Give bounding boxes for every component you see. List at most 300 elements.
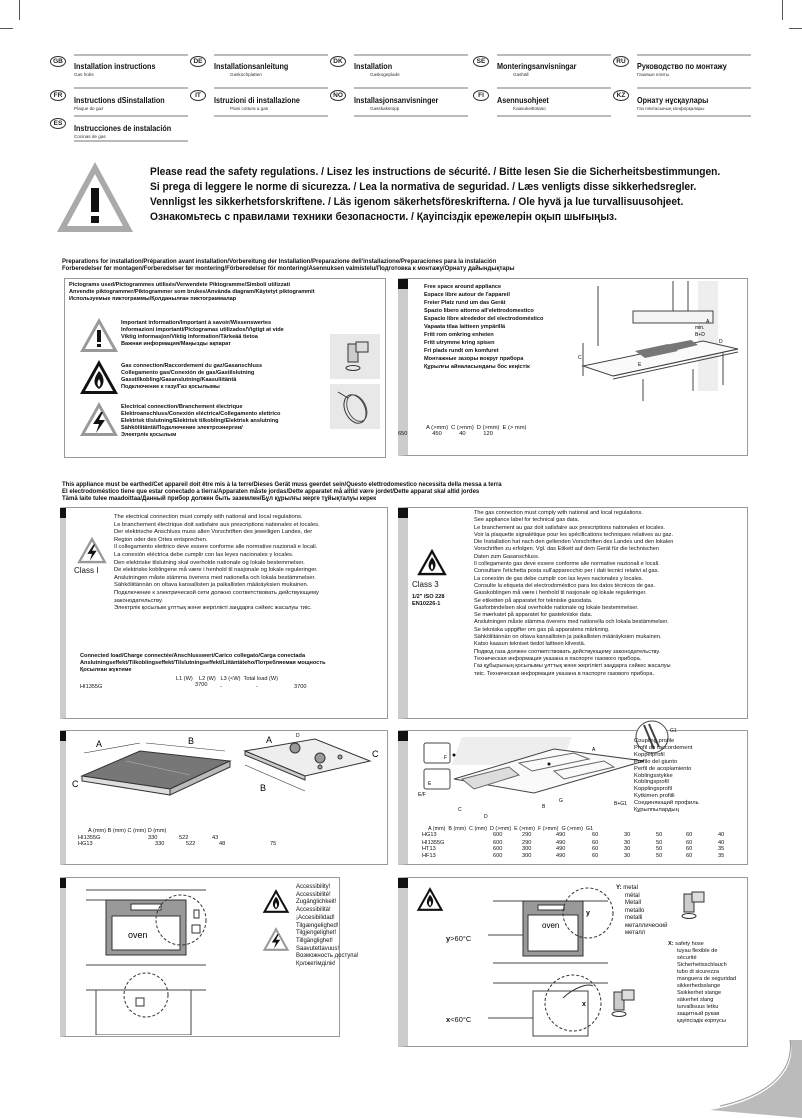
safety-line: Ознакомьтесь с правилами техники безопасности. / Қауіпсіздік ережелерін оқып шығыңыз. [150, 211, 617, 223]
svg-text:A: A [592, 747, 596, 753]
cell-value: 490 [556, 832, 566, 838]
cell-value: 120 [483, 431, 493, 437]
text-line: Соединяющий профиль [634, 800, 699, 807]
cell-value: 40 [718, 832, 725, 838]
cable-image [330, 384, 380, 429]
hose-fitting-icon [608, 986, 638, 1020]
text-line: Metall [625, 900, 642, 906]
column-header: L3 (<W) [220, 676, 241, 682]
cell-value: 35 [718, 846, 725, 852]
lang-badge: DE [190, 56, 206, 67]
cell-value: 60 [592, 852, 599, 859]
text-line: The gas connection must comply with national and local regulations. [474, 510, 643, 516]
lang-ru[interactable] [613, 58, 743, 86]
column-header: A (mm) [428, 826, 446, 832]
divider [214, 54, 328, 56]
divider [74, 140, 188, 142]
text-line: ¡Accesibilidad! [296, 914, 335, 921]
cell-value: 300 [522, 852, 532, 859]
coupling-rows [422, 832, 752, 859]
lang-subtitle: Gashäll [513, 72, 529, 77]
lang-badge: KZ [613, 90, 629, 101]
text-line: Kopplingsprofil [634, 786, 673, 793]
text-line: Gasstilkobling/Gasanslutning/Kaasuliitäntä [121, 377, 237, 383]
svg-text:F: F [444, 755, 448, 761]
important-info-text [121, 320, 284, 348]
lang-de[interactable] [190, 58, 320, 86]
text-line: Electrical connection/Branchement électrique [121, 404, 243, 410]
text-line: Gasskoblingen må være i henhold til nasjonale og lokale reguleringer. [474, 590, 647, 597]
text-line: safety hose [675, 941, 704, 947]
cell-value: 50 [656, 839, 663, 846]
x-temp: <60°C [450, 1015, 472, 1024]
cell-value: 522 [186, 841, 196, 847]
text-line: La conexión eléctrica debe cumplir con las leyes nacionales y locales. [114, 551, 294, 558]
text-line: Құрылғы айналасындағы бос кеңістік [424, 364, 530, 370]
svg-text:A: A [266, 735, 273, 745]
column-header: A (>mm) [426, 425, 449, 431]
cell-value: 290 [522, 832, 532, 838]
text-line: Sicherheitsschlauch [677, 962, 727, 968]
cell-value: 30 [624, 839, 631, 846]
divider [214, 115, 328, 117]
text-line: metallo [625, 907, 645, 914]
earthing-heading [62, 481, 502, 502]
text-line: қауіпсіздік корпусы [677, 1018, 726, 1024]
lang-title: Istruzioni di installazione [214, 95, 300, 105]
kitchen-clearance-diagram [553, 281, 748, 431]
cell-value: 75 [270, 841, 277, 847]
text-line: Den elektriske tilslutning skal overholde nationale og lokale bestemmelser. [114, 559, 305, 566]
cell-value: 30 [624, 846, 631, 852]
divider [214, 87, 328, 89]
text-line: Le branchement électrique doit satisfaire aux prescriptions nationales et locales. [114, 521, 320, 528]
column-header: E (>mm) [514, 826, 535, 832]
text-line: Подключение к электрической сети должно соответствовать действующему [114, 589, 319, 596]
text-line: sécurité [677, 955, 697, 961]
dimensions-panel [60, 730, 388, 865]
divider [354, 54, 468, 56]
cell-value: 30 [624, 852, 631, 859]
lang-title: Installationsanleitung [214, 61, 289, 71]
svg-text:B: B [260, 783, 267, 793]
page-curl-decoration [710, 1040, 802, 1118]
column-header: C (>mm) [451, 425, 474, 431]
safety-banner [55, 160, 755, 235]
cell-value: 60 [686, 846, 693, 852]
text-line: Il collegamento elettrico deve essere conforme alle normative nazionali e locali. [114, 544, 318, 551]
cell-value: 600 [493, 852, 503, 859]
electrical-warning-icon [79, 401, 119, 437]
lang-title: Monteringsanvisningar [497, 61, 577, 71]
divider [354, 115, 468, 117]
title-line: Используемые пиктограммы/Қолданылған пиктограммалар [69, 296, 237, 302]
lang-se[interactable] [473, 58, 603, 86]
section-marker [398, 878, 408, 888]
gas-fitting-image [330, 334, 380, 379]
text-line: métal [625, 892, 640, 899]
column-header: B (mm) [448, 826, 467, 832]
text-line: Koblingsprofil [634, 779, 669, 786]
dimensions-row [78, 841, 378, 848]
text-line: Kytkimen profiili [634, 793, 675, 800]
text-line: Vapaata tilaa laitteen ympärillä [424, 324, 506, 330]
text-line: The electrical connection must comply with national and local regulations. [114, 514, 303, 520]
cell-value: 60 [592, 839, 599, 846]
text-line: Region oder des Ortes entsprechen. [114, 536, 208, 543]
section-marker [398, 508, 408, 518]
text-line: Viktig informasjon/Viktig information/Tärkeää tietoa [121, 334, 258, 340]
lang-title: Орнату нұсқаулары [637, 95, 709, 105]
row-label: 650 [398, 431, 408, 437]
text-line: Free space around appliance [424, 284, 502, 290]
text-line: Consulte la etiqueta del electrodoméstico para los datos técnicos de gas. [474, 582, 655, 589]
safety-hose-panel [398, 877, 748, 1047]
y-mark: y [446, 934, 451, 943]
text-line: Fri plads rundt om komfuret [424, 348, 499, 354]
cell-value: 522 [179, 835, 189, 841]
text-line: Il collegamento gas deve essere conforme alle normative nazionali e locali. [474, 561, 660, 568]
svg-text:A: A [706, 319, 710, 325]
y-material-key [616, 885, 667, 938]
column-header: G (>mm) [561, 826, 583, 832]
text-line: Fritt rom omkring enheten [424, 332, 494, 338]
divider [637, 115, 751, 117]
table-row [422, 832, 752, 839]
divider [637, 87, 751, 89]
svg-text:oven: oven [128, 930, 148, 940]
svg-text:C: C [372, 749, 379, 759]
l3-cell: - [256, 684, 258, 690]
heading-line: El electrodoméstico tiene que estar conectado a tierra/Apparaten måste jordas/Dette apparatet må alltid være jordet/Dette apparat skal altid jordes [62, 488, 480, 495]
dimensions-header [88, 828, 166, 835]
cell-value: 490 [556, 839, 566, 846]
lang-subtitle: Plaque de gaz [74, 106, 104, 111]
g1-label: G1 [670, 728, 677, 734]
column-header: Total load (W) [243, 676, 279, 682]
electrical-warning-icon [76, 536, 108, 564]
text-line: Ssikkerhet slange [677, 990, 722, 996]
svg-text:y: y [586, 910, 590, 917]
crop-mark [782, 0, 783, 20]
text-line: sikkerhedsslange [677, 983, 721, 989]
safety-line: Please read the safety regulations. / Lisez les instructions de sécurité. / Bitte lesen Sie die Sicherheitsbestimmungen. [150, 166, 721, 178]
text-line: Important information/Important à savoir/Wissenswertes [121, 320, 272, 326]
column-header: G1 [585, 826, 594, 832]
text-line: Die Installation hat nach den geltenden Vorschriften des Landes und den lokalen [474, 539, 674, 546]
coupling-profile-names [634, 738, 699, 814]
x-key: X: [668, 941, 674, 947]
class-label: Class I [74, 566, 99, 575]
text-line: See appliance label for technical gas data. [474, 517, 580, 524]
svg-text:D: D [484, 814, 488, 820]
thread-standard: 1/2" ISO 228 [412, 594, 445, 600]
column-header: A (mm) [88, 828, 107, 834]
text-line: La conexión de gas debe cumplir con las leyes nacionales y locales. [474, 575, 644, 582]
cell-value: 60 [686, 852, 693, 859]
text-line: Elektrisk tilslutning/Elektrisk tilkobling/Elektrisk anslutning [121, 418, 279, 424]
cell-value: 43 [212, 835, 219, 841]
lang-subtitle: Gasskaketopp [370, 106, 400, 111]
electrical-class-panel [60, 507, 388, 719]
svg-text:C: C [578, 355, 582, 361]
free-space-dimensions-table [426, 425, 529, 437]
coupling-layout-diagram [414, 731, 644, 823]
cell-value: 60 [686, 839, 693, 846]
safety-text [150, 165, 720, 225]
text-line: Se tekniska uppgifter om gas på apparatens märkning. [474, 626, 610, 633]
y-temp: >60°C [450, 934, 472, 943]
text-line: säkerhet slang [677, 997, 714, 1003]
lang-title: Installation [354, 61, 393, 71]
text-line: Informazioni importanti/Pictogramas utilizados/Vigtigt at vide [121, 327, 284, 333]
lang-subtitle: Kaasukeittotaso [513, 106, 546, 111]
lang-title: Instrucciones de instalación [74, 123, 172, 133]
safety-line: Vennligst les sikkerhetsforskriftene. / Läs igenom säkerhetsföreskrifterna. / Ole hyvä ja lue turvallisuusohjeet. [150, 196, 684, 208]
lang-badge: SE [473, 56, 489, 67]
column-header: C (mm) [469, 826, 488, 832]
divider [497, 54, 611, 56]
heading-line: Preparations for installation/Préparation avant installation/Vorbereitung der Installation/Preparazione dell'installazione/Preparaciones para la instalación [62, 258, 497, 265]
text-line: Voir la plaquette signalétique pour les spécifications techniques relatives au gaz. [474, 531, 674, 538]
text-line: Profilo del giunto [634, 758, 678, 765]
free-space-panel [398, 278, 748, 456]
lang-dk[interactable] [330, 58, 460, 86]
svg-text:B: B [188, 736, 195, 746]
cell-value: 60 [592, 846, 599, 852]
divider [74, 54, 188, 56]
lang-es[interactable] [50, 120, 180, 148]
text-line: защитный рукав [677, 1011, 720, 1017]
svg-text:B+D: B+D [695, 332, 705, 338]
x-hose-key [668, 941, 736, 1025]
svg-text:B+G1: B+G1 [614, 801, 627, 807]
text-line: Монтажные зазоры вокруг прибора [424, 356, 524, 362]
lang-subtitle: Gaskochplatten [230, 72, 262, 77]
text-line: Anslutningen måste stämma överens med nationella och lokala bestämmelser. [114, 574, 316, 581]
divider [497, 115, 611, 117]
text-line: Espace libre autour de l'appareil [424, 292, 510, 298]
gas-flame-warning-icon [79, 359, 119, 395]
section-marker [398, 279, 408, 289]
crop-mark [19, 0, 20, 20]
section-marker [398, 731, 408, 741]
section-marker [60, 878, 66, 888]
elbow-fitting-icon [330, 334, 380, 379]
gas-class-panel [398, 507, 748, 719]
svg-text:E: E [638, 362, 642, 368]
title-line: Anvendte piktogrammer/Piktogrammer som brukes/Använda diagram/Käytetyt piktogrammit [69, 289, 315, 295]
column-header: C (mm) [127, 828, 147, 834]
l1-cell: 3700 [195, 682, 208, 688]
model-cell: HI1355G [78, 835, 101, 841]
y-temperature-label [446, 934, 471, 943]
lang-badge: FI [473, 90, 489, 101]
heading-line: Forberedelser før montagen/Forberedelser før montering/Förberedelser för montering/Asennuksen valmistelu/Подготовка к монтажу/Орнату дайындықтары [62, 265, 515, 272]
column-header: F (>mm) [537, 826, 559, 832]
text-line: законодательству. [114, 597, 163, 604]
text-line: Connected load/Charge connectée/Anschlusswert/Carico collegato/Carga conectada [80, 653, 306, 659]
svg-text:D: D [296, 733, 300, 739]
cell-value: 600 [493, 839, 503, 846]
column-header: D (mm) [147, 828, 167, 834]
model-cell: HF13 [422, 852, 436, 859]
gas-connection-text [121, 363, 262, 391]
text-line: De elektriske koblingene må være i henhold til nasjonale og lokale reguleringer. [114, 567, 318, 574]
text-line: Электрлік қосылым [121, 432, 177, 438]
cell-value: 490 [556, 852, 566, 859]
text-line: Profil de raccordement [634, 744, 693, 751]
svg-text:B: B [542, 804, 546, 810]
lang-subtitle: Газовые плиты [637, 72, 670, 77]
cell-value: 35 [718, 852, 725, 859]
lang-badge: NO [330, 90, 346, 101]
lang-title: Installation instructions [74, 61, 156, 71]
text-line: Katso kaasun tekniset tiedot laitteen kilvestä. [474, 641, 586, 648]
cell-value: 50 [656, 846, 663, 852]
lang-badge: ES [50, 118, 66, 129]
text-line: Coupling profile [634, 738, 675, 744]
text-line: metal [623, 885, 638, 891]
column-header: L1 (W) [176, 676, 193, 682]
accessibility-panel [60, 877, 359, 1037]
electrical-warning-icon [262, 924, 290, 954]
hob-dimensions-diagram [70, 731, 388, 823]
x-mark: x [446, 1015, 451, 1024]
text-line: Se mærkatet på apparatet for gastekniske data. [474, 612, 593, 619]
text-line: Accessibilité! [296, 891, 331, 898]
cell-value: 50 [656, 832, 663, 838]
warning-icon [79, 317, 119, 353]
text-line: Anslutningseffekt/Tilkoblingseffekt/Tilslutningseffekt/Liitäntäteho/Потребляемая мощность [80, 660, 326, 666]
lang-subtitle: Cocinas de gas [74, 134, 106, 139]
text-line: Der elektrische Anschluss muss allen Vorschriften des jeweiligen Landes, der [114, 529, 313, 536]
lang-subtitle: Gas hobs [74, 72, 94, 77]
text-line: tuyau flexible de [677, 948, 718, 954]
text-line: Se etiketten på apparatet for tekniske gassdata. [474, 597, 593, 604]
lang-subtitle: Piani cottura a gas [230, 106, 269, 111]
cell-value: 330 [155, 841, 165, 847]
lang-badge: GB [50, 56, 66, 67]
text-line: Freier Platz rund um das Gerät [424, 300, 506, 306]
l2-cell: - [220, 684, 222, 690]
svg-text:min.: min. [695, 325, 705, 331]
model-cell: HG13 [422, 832, 437, 838]
cell-value: 30 [624, 832, 631, 838]
text-line: Қолжетімділік! [296, 961, 336, 968]
text-line: Fritt utrymme kring spisen [424, 340, 495, 346]
text-line: Подключение к газу/Газ қосылымы [121, 384, 220, 390]
text-line: Koppelprofil [634, 751, 665, 758]
safety-line: Si prega di leggere le norme di sicurezza. / Lea la normativa de seguridad. / Læs venligts disse sikkerhedsregler. [150, 181, 697, 193]
cable-coil-icon [330, 384, 380, 429]
text-line: металлический [625, 922, 668, 929]
free-space-text [424, 283, 543, 371]
y-key: Y: [616, 885, 622, 891]
cell-value: 50 [656, 852, 663, 859]
preparations-heading [62, 258, 515, 272]
lang-title: Руководство по монтажу [637, 61, 727, 71]
cell-value: 40 [718, 839, 725, 846]
svg-text:oven: oven [542, 921, 560, 930]
text-line: Zugänglichkeit! [296, 899, 337, 906]
thread-standard: EN10226-1 [412, 601, 441, 607]
svg-text:x: x [582, 1001, 586, 1008]
svg-text:D: D [719, 339, 723, 345]
text-line: Vorschriften zu erfolgen. Vgl. das Etikett auf dem Gerät für die technischen [474, 546, 660, 553]
lang-subtitle: Газ плитасының конфорқалары [637, 106, 705, 111]
lang-title: Installasjonsanvisninger [354, 95, 439, 105]
gas-flame-warning-icon [262, 888, 290, 914]
svg-text:E/F: E/F [418, 792, 426, 798]
text-line: Accessibility! [296, 884, 331, 890]
column-header: D (>mm) [490, 826, 512, 832]
cell-value: 40 [459, 431, 466, 437]
text-line: Қосылған жүктеме [80, 667, 132, 673]
svg-text:G: G [559, 798, 563, 804]
text-line: Perfil de acoplamiento [634, 765, 692, 772]
crop-mark [0, 28, 13, 29]
lang-badge: DK [330, 56, 346, 67]
text-line: Техническая информация указана в паспорте газового прибора. [474, 655, 642, 662]
lang-badge: FR [50, 90, 66, 101]
electrical-connection-text [121, 404, 280, 439]
lang-subtitle: Gaskogeplade [370, 72, 400, 77]
warning-triangle-icon [55, 160, 135, 234]
cell-value: 300 [522, 846, 532, 852]
lang-badge: IT [190, 90, 206, 101]
column-header: E (> mm) [502, 425, 527, 431]
load-table-header [176, 676, 278, 683]
cell-value: 48 [219, 841, 226, 847]
text-line: Gasforbindelsen skal overholde nationale og lokale bestemmelser. [474, 604, 639, 611]
accessibility-text [296, 884, 359, 969]
title-line: Pictograms used/Pictogrammes utilisés/Verwendete Piktogramme/Simboli utilizzati [69, 282, 291, 288]
text-line: Sähköliitäntä/Подключение электроэнергии/ [121, 425, 243, 431]
gas-regulations-text [474, 510, 673, 678]
text-line: Le branchement au gaz doit satisfaire aux prescriptions nationales et locales. [474, 524, 665, 531]
model-cell: HI1355G [422, 839, 445, 846]
cell-value: 490 [556, 846, 566, 852]
lang-gb[interactable] [50, 58, 180, 86]
heading-line: Tämä laite tulee maadoittaa/Данный прибор должен быть заземлен/Бұл құрылғы жерге тұйықталуы керек [62, 495, 377, 502]
text-line: Электрлік қосылым ұлттық және жергілікті заңдарға сәйкес жасалуы тиіс. [114, 605, 312, 612]
text-line: Sähköliitännän on oltava kansallisten ja paikallisten määräyksien mukainen. [474, 634, 662, 641]
text-line: manguera de seguridad [677, 976, 737, 982]
svg-text:C: C [72, 779, 79, 789]
text-line: metalli [625, 915, 643, 921]
cell-value: 600 [493, 846, 503, 852]
crop-mark [789, 28, 802, 29]
text-line: Collegamento gas/Conexión de gas/Gastilslutning [121, 370, 255, 376]
text-line: Tillgänglighet! [296, 937, 333, 944]
text-line: Anslutningen måste stämma överens med nationella och lokala bestämmelser. [474, 619, 669, 626]
cell-value: 330 [148, 835, 158, 841]
model-cell: HT13 [422, 846, 436, 852]
hose-routing-diagram [448, 883, 618, 1043]
lang-title: Instructions dSinstallation [74, 95, 165, 105]
text-line: Saavutettavuus! [296, 945, 340, 952]
svg-text:E: E [428, 781, 432, 787]
cell-value: 60 [592, 832, 599, 838]
text-line: тиіс. Техническая информация указана в паспорте газового прибора. [474, 670, 655, 677]
text-line: Daten zum Gasanschluss. [474, 553, 540, 560]
x-temperature-label [446, 1015, 471, 1024]
total-cell: 3700 [294, 684, 307, 690]
heading-line: This appliance must be earthed/Cet appareil doit être mis à la terre/Dieses Gerät muss geerdet sein/Questo elettrodomestico necessita della messa a terra [62, 481, 502, 488]
column-header: L2 (W) [199, 676, 216, 682]
text-line: Подвод газа должен соответствовать действующему законодательству. [474, 648, 661, 655]
